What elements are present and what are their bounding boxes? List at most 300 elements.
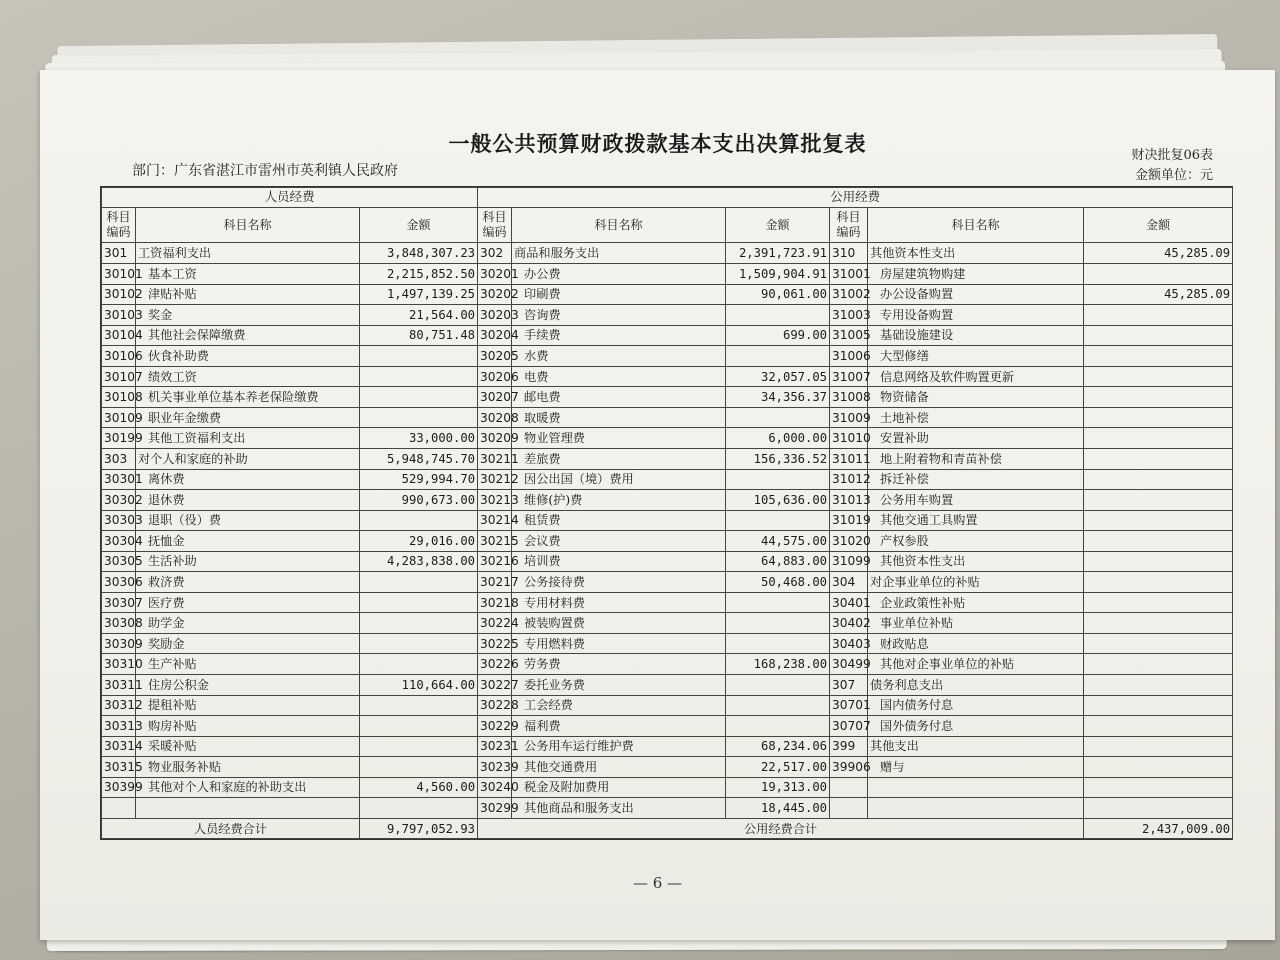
cell-name: 事业单位补贴 <box>868 613 1084 634</box>
cell-name: 基本工资 <box>136 264 360 285</box>
cell-amount: 990,673.00 <box>360 490 478 511</box>
cell-amount <box>1084 510 1233 531</box>
cell-amount <box>726 305 830 326</box>
amount-unit: 金额单位：元 <box>1134 168 1213 183</box>
cell-code: 30304 <box>102 531 136 552</box>
cell-name: 购房补贴 <box>136 716 360 737</box>
cell-amount: 21,564.00 <box>360 305 478 326</box>
cell-amount: 5,948,745.70 <box>360 448 478 469</box>
cell-name: 公务用车运行维护费 <box>512 736 726 757</box>
cell-name: 津贴补贴 <box>136 284 360 305</box>
cell-amount <box>1084 490 1233 511</box>
cell-code: 31008 <box>830 387 868 408</box>
section-public: 公用经费 <box>478 188 1233 208</box>
cell-name: 工资福利支出 <box>136 243 360 264</box>
table-row <box>102 633 1233 654</box>
cell-name: 债务利息支出 <box>868 674 1084 695</box>
cell-code: 30201 <box>478 264 512 285</box>
cell-name: 其他对企事业单位的补贴 <box>868 654 1084 675</box>
cell-name: 地上附着物和青苗补偿 <box>868 448 1084 469</box>
cell-name: 国外债务付息 <box>868 716 1084 737</box>
cell-amount <box>360 387 478 408</box>
cell-name: 专用燃料费 <box>512 633 726 654</box>
table-row <box>102 346 1233 367</box>
cell-name: 国内债务付息 <box>868 695 1084 716</box>
cell-code: 30226 <box>478 654 512 675</box>
cell-code: 30301 <box>102 469 136 490</box>
cell-amount <box>726 633 830 654</box>
cell-code: 30305 <box>102 551 136 572</box>
header-code: 科目编码 <box>830 207 868 243</box>
cell-name: 其他社会保障缴费 <box>136 325 360 346</box>
cell-code: 31010 <box>830 428 868 449</box>
header-amount: 金额 <box>360 207 478 243</box>
table-row <box>102 305 1233 326</box>
cell-name: 物业管理费 <box>512 428 726 449</box>
table-row <box>102 490 1233 511</box>
cell-code: 301 <box>102 243 136 264</box>
cell-name: 被装购置费 <box>512 613 726 634</box>
cell-name: 手续费 <box>512 325 726 346</box>
cell-name: 公务用车购置 <box>868 490 1084 511</box>
cell-code: 30707 <box>830 716 868 737</box>
cell-name: 住房公积金 <box>136 674 360 695</box>
cell-code: 30104 <box>102 325 136 346</box>
cell-amount <box>1084 613 1233 634</box>
cell-code: 30213 <box>478 490 512 511</box>
cell-name: 安置补助 <box>868 428 1084 449</box>
cell-amount: 29,016.00 <box>360 531 478 552</box>
table-row <box>102 695 1233 716</box>
cell-code: 30224 <box>478 613 512 634</box>
page-number: — 6 — <box>632 874 683 892</box>
table-row <box>102 407 1233 428</box>
cell-code: 30499 <box>830 654 868 675</box>
cell-amount <box>726 674 830 695</box>
cell-amount <box>360 592 478 613</box>
cell-code: 30312 <box>102 695 136 716</box>
cell-code: 30399 <box>102 777 136 798</box>
cell-amount <box>1084 572 1233 593</box>
cell-code: 30205 <box>478 346 512 367</box>
cell-amount <box>1084 654 1233 675</box>
cell-name: 土地补偿 <box>868 407 1084 428</box>
cell-code: 30239 <box>478 757 512 778</box>
cell-code: 31013 <box>830 490 868 511</box>
cell-name: 其他商品和服务支出 <box>512 798 726 819</box>
header-name: 科目名称 <box>136 207 360 243</box>
header-code: 科目编码 <box>478 207 512 243</box>
cell-code: 31001 <box>830 264 868 285</box>
table-row <box>102 469 1233 490</box>
cell-code: 30109 <box>102 407 136 428</box>
cell-name: 退职（役）费 <box>136 510 360 531</box>
cell-name: 其他交通工具购置 <box>868 510 1084 531</box>
cell-code <box>830 798 868 819</box>
cell-code: 310 <box>830 243 868 264</box>
cell-name: 物业服务补贴 <box>136 757 360 778</box>
cell-amount <box>360 716 478 737</box>
cell-code: 30403 <box>830 633 868 654</box>
cell-name: 医疗费 <box>136 592 360 613</box>
cell-amount: 45,285.09 <box>1084 243 1233 264</box>
cell-amount <box>1084 757 1233 778</box>
cell-code: 30310 <box>102 654 136 675</box>
cell-code: 30101 <box>102 264 136 285</box>
cell-code: 30214 <box>478 510 512 531</box>
cell-name: 差旅费 <box>512 448 726 469</box>
table-row <box>102 531 1233 552</box>
cell-code: 30103 <box>102 305 136 326</box>
cell-amount <box>360 572 478 593</box>
cell-amount <box>1084 695 1233 716</box>
cell-name: 电费 <box>512 366 726 387</box>
cell-name: 其他交通费用 <box>512 757 726 778</box>
cell-amount <box>360 510 478 531</box>
cell-name: 工会经费 <box>512 695 726 716</box>
cell-amount <box>1084 531 1233 552</box>
header-amount: 金额 <box>1084 207 1233 243</box>
cell-name: 物资储备 <box>868 387 1084 408</box>
cell-code: 30217 <box>478 572 512 593</box>
cell-amount <box>360 346 478 367</box>
cell-code: 30199 <box>102 428 136 449</box>
cell-name: 救济费 <box>136 572 360 593</box>
cell-code: 30307 <box>102 592 136 613</box>
cell-code: 31006 <box>830 346 868 367</box>
cell-name: 咨询费 <box>512 305 726 326</box>
cell-name: 房屋建筑物购建 <box>868 264 1084 285</box>
cell-name: 公务接待费 <box>512 572 726 593</box>
cell-code: 30215 <box>478 531 512 552</box>
table-row <box>102 284 1233 305</box>
cell-code: 30106 <box>102 346 136 367</box>
cell-name: 其他对个人和家庭的补助支出 <box>136 777 360 798</box>
cell-code: 31011 <box>830 448 868 469</box>
table-row <box>102 777 1233 798</box>
cell-code: 30402 <box>830 613 868 634</box>
cell-amount: 22,517.00 <box>726 757 830 778</box>
table-row <box>102 654 1233 675</box>
cell-amount <box>360 613 478 634</box>
cell-code: 30225 <box>478 633 512 654</box>
cell-code: 30207 <box>478 387 512 408</box>
cell-name: 其他资本性支出 <box>868 243 1084 264</box>
cell-code: 30701 <box>830 695 868 716</box>
cell-name: 对个人和家庭的补助 <box>136 448 360 469</box>
cell-code: 31002 <box>830 284 868 305</box>
cell-code: 30227 <box>478 674 512 695</box>
cell-name: 租赁费 <box>512 510 726 531</box>
cell-amount: 33,000.00 <box>360 428 478 449</box>
cell-amount: 3,848,307.23 <box>360 243 478 264</box>
cell-amount: 1,509,904.91 <box>726 264 830 285</box>
cell-amount: 90,061.00 <box>726 284 830 305</box>
cell-name: 其他工资福利支出 <box>136 428 360 449</box>
cell-amount: 1,497,139.25 <box>360 284 478 305</box>
expenditure-table <box>100 186 1233 840</box>
cell-amount <box>1084 469 1233 490</box>
cell-name: 商品和服务支出 <box>512 243 726 264</box>
cell-amount <box>360 695 478 716</box>
table-code: 财决批复06表 <box>1131 148 1213 163</box>
cell-code: 31099 <box>830 551 868 572</box>
cell-amount <box>1084 448 1233 469</box>
cell-amount <box>360 736 478 757</box>
cell-code: 30306 <box>102 572 136 593</box>
cell-name: 信息网络及软件购置更新 <box>868 366 1084 387</box>
cell-name: 劳务费 <box>512 654 726 675</box>
cell-amount <box>1084 264 1233 285</box>
cell-name <box>868 798 1084 819</box>
cell-amount <box>726 695 830 716</box>
cell-amount: 4,283,838.00 <box>360 551 478 572</box>
cell-name: 大型修缮 <box>868 346 1084 367</box>
table-row <box>102 243 1233 264</box>
cell-code: 30202 <box>478 284 512 305</box>
public-total-label: 公用经费合计 <box>478 819 1084 839</box>
table-row <box>102 613 1233 634</box>
cell-name <box>868 777 1084 798</box>
cell-code: 30208 <box>478 407 512 428</box>
cell-code: 31009 <box>830 407 868 428</box>
table-row <box>102 716 1233 737</box>
header-name: 科目名称 <box>868 207 1084 243</box>
department-label: 部门：广东省湛江市雷州市英利镇人民政府 <box>132 163 398 179</box>
cell-code: 303 <box>102 448 136 469</box>
cell-amount <box>1084 674 1233 695</box>
table-row <box>102 572 1233 593</box>
cell-amount <box>360 407 478 428</box>
cell-amount <box>1084 407 1233 428</box>
cell-name: 绩效工资 <box>136 366 360 387</box>
cell-amount: 105,636.00 <box>726 490 830 511</box>
cell-amount <box>1084 346 1233 367</box>
cell-name: 采暖补贴 <box>136 736 360 757</box>
cell-code: 30229 <box>478 716 512 737</box>
public-total-amount: 2,437,009.00 <box>1084 819 1233 839</box>
table-row <box>102 325 1233 346</box>
cell-amount <box>1084 736 1233 757</box>
cell-amount <box>360 633 478 654</box>
cell-code: 30204 <box>478 325 512 346</box>
cell-name: 机关事业单位基本养老保险缴费 <box>136 387 360 408</box>
cell-code: 31012 <box>830 469 868 490</box>
cell-name: 产权参股 <box>868 531 1084 552</box>
cell-code: 30216 <box>478 551 512 572</box>
cell-code: 399 <box>830 736 868 757</box>
cell-amount <box>726 346 830 367</box>
cell-name: 培训费 <box>512 551 726 572</box>
cell-name: 专用材料费 <box>512 592 726 613</box>
cell-amount: 80,751.48 <box>360 325 478 346</box>
cell-name: 办公费 <box>512 264 726 285</box>
table-row <box>102 264 1233 285</box>
cell-name: 奖励金 <box>136 633 360 654</box>
cell-name: 提租补贴 <box>136 695 360 716</box>
cell-code: 31019 <box>830 510 868 531</box>
table-row <box>102 366 1233 387</box>
cell-amount <box>1084 633 1233 654</box>
cell-name: 拆迁补偿 <box>868 469 1084 490</box>
cell-code <box>830 777 868 798</box>
cell-code: 30308 <box>102 613 136 634</box>
cell-amount: 45,285.09 <box>1084 284 1233 305</box>
cell-code: 30209 <box>478 428 512 449</box>
cell-amount <box>1084 777 1233 798</box>
cell-code: 30299 <box>478 798 512 819</box>
cell-amount <box>1084 592 1233 613</box>
cell-amount: 529,994.70 <box>360 469 478 490</box>
cell-code: 30102 <box>102 284 136 305</box>
cell-amount <box>360 757 478 778</box>
cell-name: 邮电费 <box>512 387 726 408</box>
cell-code: 30228 <box>478 695 512 716</box>
cell-amount: 32,057.05 <box>726 366 830 387</box>
cell-name: 抚恤金 <box>136 531 360 552</box>
cell-name: 其他资本性支出 <box>868 551 1084 572</box>
cell-code: 30218 <box>478 592 512 613</box>
cell-code: 30108 <box>102 387 136 408</box>
header-code: 科目编码 <box>102 207 136 243</box>
cell-code: 304 <box>830 572 868 593</box>
cell-amount <box>726 716 830 737</box>
cell-name: 对企事业单位的补贴 <box>868 572 1084 593</box>
table-row <box>102 736 1233 757</box>
cell-name: 退休费 <box>136 490 360 511</box>
cell-name: 委托业务费 <box>512 674 726 695</box>
cell-code <box>102 798 136 819</box>
cell-name: 伙食补助费 <box>136 346 360 367</box>
cell-amount <box>1084 325 1233 346</box>
table-meta <box>1131 146 1213 186</box>
cell-amount: 64,883.00 <box>726 551 830 572</box>
cell-code: 30206 <box>478 366 512 387</box>
cell-amount: 68,234.06 <box>726 736 830 757</box>
personnel-total-amount: 9,797,052.93 <box>360 819 478 839</box>
cell-code: 30401 <box>830 592 868 613</box>
cell-name: 其他支出 <box>868 736 1084 757</box>
cell-name: 生活补助 <box>136 551 360 572</box>
cell-code: 302 <box>478 243 512 264</box>
cell-name: 基础设施建设 <box>868 325 1084 346</box>
cell-amount <box>360 798 478 819</box>
personnel-total-label: 人员经费合计 <box>102 819 360 839</box>
cell-code: 31007 <box>830 366 868 387</box>
table-row <box>102 592 1233 613</box>
cell-amount: 156,336.52 <box>726 448 830 469</box>
cell-amount <box>360 366 478 387</box>
cell-amount <box>1084 798 1233 819</box>
cell-amount <box>1084 305 1233 326</box>
cell-code: 31005 <box>830 325 868 346</box>
cell-code: 30240 <box>478 777 512 798</box>
header-amount: 金额 <box>726 207 830 243</box>
cell-amount: 6,000.00 <box>726 428 830 449</box>
cell-code: 30203 <box>478 305 512 326</box>
cell-amount <box>1084 387 1233 408</box>
cell-code: 30314 <box>102 736 136 757</box>
table-row <box>102 674 1233 695</box>
cell-name: 福利费 <box>512 716 726 737</box>
cell-code: 30211 <box>478 448 512 469</box>
cell-code: 30231 <box>478 736 512 757</box>
cell-name: 职业年金缴费 <box>136 407 360 428</box>
table-row <box>102 510 1233 531</box>
cell-name: 印刷费 <box>512 284 726 305</box>
header-name: 科目名称 <box>512 207 726 243</box>
cell-code: 31020 <box>830 531 868 552</box>
cell-name: 水费 <box>512 346 726 367</box>
cell-name <box>136 798 360 819</box>
cell-amount <box>726 592 830 613</box>
cell-name: 会议费 <box>512 531 726 552</box>
cell-name: 税金及附加费用 <box>512 777 726 798</box>
cell-amount: 699.00 <box>726 325 830 346</box>
table-row <box>102 798 1233 819</box>
cell-amount: 168,238.00 <box>726 654 830 675</box>
cell-amount <box>726 510 830 531</box>
cell-name: 维修(护)费 <box>512 490 726 511</box>
cell-amount: 50,468.00 <box>726 572 830 593</box>
cell-code: 39906 <box>830 757 868 778</box>
table-row <box>102 551 1233 572</box>
document-page <box>40 70 1275 940</box>
cell-amount <box>1084 428 1233 449</box>
cell-amount <box>1084 551 1233 572</box>
cell-amount: 110,664.00 <box>360 674 478 695</box>
cell-amount: 2,215,852.50 <box>360 264 478 285</box>
cell-name: 专用设备购置 <box>868 305 1084 326</box>
cell-code: 31003 <box>830 305 868 326</box>
cell-code: 30311 <box>102 674 136 695</box>
cell-code: 30309 <box>102 633 136 654</box>
document-title: 一般公共预算财政拨款基本支出决算批复表 <box>448 131 867 156</box>
table-row <box>102 428 1233 449</box>
cell-name: 取暖费 <box>512 407 726 428</box>
cell-name: 赠与 <box>868 757 1084 778</box>
cell-amount: 44,575.00 <box>726 531 830 552</box>
cell-amount: 19,313.00 <box>726 777 830 798</box>
cell-name: 因公出国（境）费用 <box>512 469 726 490</box>
cell-code: 30315 <box>102 757 136 778</box>
table-row <box>102 757 1233 778</box>
cell-amount: 4,560.00 <box>360 777 478 798</box>
cell-amount <box>726 469 830 490</box>
cell-amount <box>1084 716 1233 737</box>
cell-name: 企业政策性补贴 <box>868 592 1084 613</box>
cell-amount <box>726 613 830 634</box>
section-personnel: 人员经费 <box>102 188 478 208</box>
cell-amount: 2,391,723.91 <box>726 243 830 264</box>
cell-amount <box>360 654 478 675</box>
cell-code: 307 <box>830 674 868 695</box>
cell-name: 办公设备购置 <box>868 284 1084 305</box>
cell-code: 30313 <box>102 716 136 737</box>
cell-amount: 34,356.37 <box>726 387 830 408</box>
cell-amount <box>1084 366 1233 387</box>
table-row <box>102 448 1233 469</box>
cell-amount: 18,445.00 <box>726 798 830 819</box>
cell-name: 奖金 <box>136 305 360 326</box>
cell-name: 离休费 <box>136 469 360 490</box>
cell-amount <box>726 407 830 428</box>
cell-name: 生产补贴 <box>136 654 360 675</box>
cell-code: 30107 <box>102 366 136 387</box>
cell-name: 财政贴息 <box>868 633 1084 654</box>
cell-name: 助学金 <box>136 613 360 634</box>
cell-code: 30212 <box>478 469 512 490</box>
